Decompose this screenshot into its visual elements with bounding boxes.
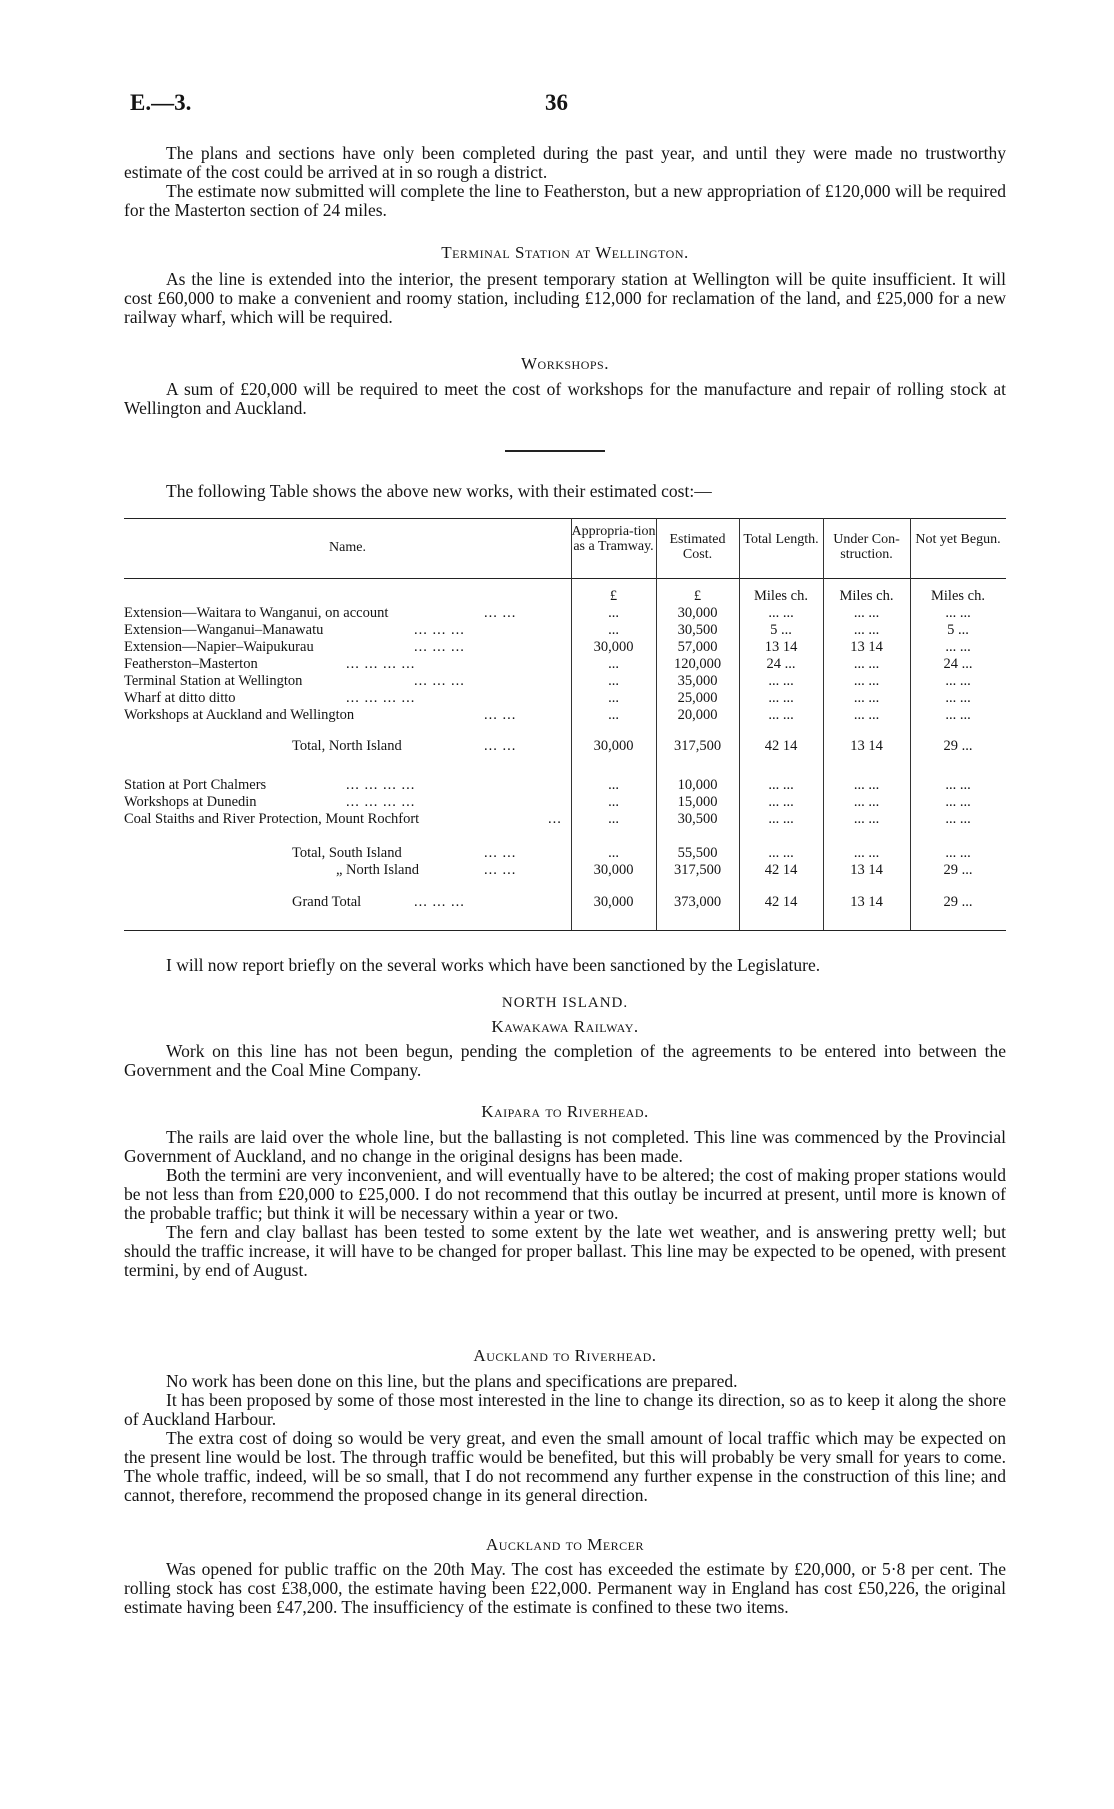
paragraph-line: Was opened for public traffic on the 20th May. The cost has exceeded the estimate by £20,000, or 5·8 per cent. The rolling stock has cost £38,000, the estimate having been £22,000. Permanent way in England has cost £50,226, the original estimate having been £47,200. The insufficiency of the estimate is confined to these two items. <box>124 1559 1006 1617</box>
cell-est: 373,000 <box>673 894 722 910</box>
header-not-yet-begun: Not yet Begun. <box>915 532 1001 547</box>
cell-notyet: ... ... <box>945 639 971 655</box>
row-name: Workshops at Dunedin <box>124 794 257 810</box>
cell-approp: ... <box>608 656 619 672</box>
cell-approp: ... <box>608 811 619 827</box>
paragraph-kawakawa <box>124 1042 1006 1080</box>
cell-approp: 30,000 <box>593 894 634 910</box>
cell-approp: ... <box>608 794 619 810</box>
cell-total: ... ... <box>768 707 794 723</box>
row-name: „ North Island <box>336 862 419 878</box>
paragraph-terminal-station <box>124 270 1006 327</box>
cell-under: 13 14 <box>850 639 883 655</box>
table-total-row <box>124 738 1006 755</box>
heading-workshops: Workshops. <box>521 354 609 373</box>
paragraph-report <box>124 956 1006 975</box>
leader-dots: ... ... ... ... <box>346 777 416 793</box>
cell-total: ... ... <box>768 777 794 793</box>
cell-est: 30,500 <box>677 811 718 827</box>
cell-total: 42 14 <box>764 738 798 754</box>
cell-under: ... ... <box>853 707 880 723</box>
leader-dots: ... ... ... <box>414 673 465 689</box>
cell-total: ... ... <box>768 690 794 706</box>
cell-under: ... ... <box>853 673 880 689</box>
cell-est: 35,000 <box>677 673 718 689</box>
cell-est: 317,500 <box>673 738 722 754</box>
unit-under: Miles ch. <box>839 588 894 604</box>
cell-total: 24 ... <box>766 656 796 672</box>
table-header-rule <box>124 578 1006 579</box>
row-name: Extension—Waitara to Wanganui, on account <box>124 605 389 621</box>
row-name: Station at Port Chalmers <box>124 777 267 793</box>
header-name: Name. <box>329 540 366 555</box>
cell-under: ... ... <box>853 811 880 827</box>
cell-notyet: 29 ... <box>943 738 973 754</box>
cell-notyet: 24 ... <box>943 656 973 672</box>
table-grand-total-row <box>124 894 1006 911</box>
cell-est: 15,000 <box>677 794 718 810</box>
cell-notyet: 5 ... <box>947 622 969 638</box>
heading-terminal-station: Terminal Station at Wellington. <box>441 243 689 262</box>
paragraph-line: As the line is extended into the interior, the present temporary station at Wellington will be quite insufficient. It will cost £60,000 to make a convenient and roomy station, including £12,000 for reclamation of the land, and £25,000 for a new railway wharf, which will be required. <box>124 269 1006 327</box>
header-under-construction: Under Con-struction. <box>833 532 900 562</box>
cell-est: 30,500 <box>677 622 718 638</box>
paragraph-auckland-riverhead <box>124 1372 1006 1505</box>
cell-est: 20,000 <box>677 707 718 723</box>
table-row <box>124 673 1006 690</box>
cell-total: ... ... <box>768 794 794 810</box>
unit-approp: £ <box>609 588 618 604</box>
cell-total: 42 14 <box>764 894 798 910</box>
cell-approp: 30,000 <box>593 862 634 878</box>
heading-north-island: NORTH ISLAND. <box>501 995 629 1011</box>
cell-total: ... ... <box>768 673 794 689</box>
cell-approp: ... <box>608 605 619 621</box>
table-row <box>124 622 1006 639</box>
cell-approp: ... <box>608 845 619 861</box>
cell-total: ... ... <box>768 845 794 861</box>
row-name: Extension—Wanganui–Manawatu <box>124 622 324 638</box>
paragraph-plans <box>124 144 1006 220</box>
unit-est: £ <box>693 588 702 604</box>
header-appropriation: Appropria-tion as a Tramway. <box>571 524 656 554</box>
unit-notyet: Miles ch. <box>931 588 985 604</box>
row-name: Terminal Station at Wellington <box>124 673 303 689</box>
table-intro <box>124 482 1006 501</box>
table-row <box>124 811 1006 828</box>
leader-dots: ... ... ... <box>414 622 465 638</box>
row-name: Coal Staiths and River Protection, Mount Rochfort <box>124 811 420 827</box>
cell-approp: ... <box>608 707 619 723</box>
unit-total: Miles ch. <box>754 588 808 604</box>
leader-dots: ... ... <box>484 707 517 723</box>
cell-approp: ... <box>608 777 619 793</box>
cell-under: ... ... <box>853 845 880 861</box>
cell-under: ... ... <box>853 605 880 621</box>
paragraph-line: The fern and clay ballast has been tested to some extent by the late wet weather, and is answering pretty well; but should the traffic increase, it will have to be changed for proper ballast. This line may be expected to be opened, with present termini, by end of August. <box>124 1222 1006 1280</box>
cell-notyet: 29 ... <box>943 894 973 910</box>
cell-notyet: ... ... <box>945 794 971 810</box>
document-code: E.—3. <box>130 90 192 115</box>
table-row <box>124 656 1006 673</box>
paragraph-line: Both the termini are very inconvenient, and will eventually have to be altered; the cost of making proper stations would be not less than from £20,000 to £25,000. I do not recommend that this outlay be incurred at present, until more is known of the probable traffic; but think it will be necessary within a year or two. <box>124 1165 1006 1223</box>
heading-kawakawa: Kawakawa Railway. <box>491 1017 639 1036</box>
cell-under: ... ... <box>853 656 880 672</box>
cell-est: 57,000 <box>677 639 718 655</box>
cell-est: 317,500 <box>673 862 722 878</box>
cell-total: 5 ... <box>770 622 792 638</box>
cell-approp: 30,000 <box>593 639 634 655</box>
leader-dots: ... ... ... <box>414 639 465 655</box>
row-name: Total, South Island <box>292 845 402 861</box>
cell-approp: ... <box>608 690 619 706</box>
paragraph-line: I will now report briefly on the several works which have been sanctioned by the Legislature. <box>166 955 821 975</box>
page-number: 36 <box>545 90 568 115</box>
cell-notyet: ... ... <box>945 605 971 621</box>
cell-notyet: ... ... <box>945 707 971 723</box>
row-name: Wharf at ditto ditto <box>124 690 236 706</box>
cell-under: ... ... <box>853 622 880 638</box>
section-divider <box>505 450 605 452</box>
table-row <box>124 794 1006 811</box>
cell-under: ... ... <box>853 690 880 706</box>
cell-est: 30,000 <box>677 605 718 621</box>
table-bottom-rule <box>124 930 1006 931</box>
cell-est: 120,000 <box>673 656 722 672</box>
cell-notyet: ... ... <box>945 777 971 793</box>
cell-total: ... ... <box>768 605 794 621</box>
header-total-length: Total Length. <box>743 532 819 547</box>
paragraph-line: The estimate now submitted will complete the line to Featherston, but a new appropriation of £120,000 will be required for the Masterton section of 24 miles. <box>124 181 1006 220</box>
table-top-rule <box>124 518 1006 519</box>
paragraph-line: It has been proposed by some of those most interested in the line to change its direction, so as to keep it along the shore of Auckland Harbour. <box>124 1390 1006 1429</box>
paragraph-auckland-mercer <box>124 1560 1006 1617</box>
leader-dots: ... ... <box>484 845 517 861</box>
cell-under: ... ... <box>853 794 880 810</box>
cell-est: 10,000 <box>677 777 718 793</box>
header-estimated-cost: Estimated Cost. <box>669 532 726 562</box>
paragraph-line: No work has been done on this line, but the plans and specifications are prepared. <box>166 1371 738 1391</box>
paragraph-line: Work on this line has not been begun, pending the completion of the agreements to be entered into between the Government and the Coal Mine Company. <box>124 1041 1006 1080</box>
row-name: Featherston–Masterton <box>124 656 258 672</box>
cell-notyet: 29 ... <box>943 862 973 878</box>
cell-approp: 30,000 <box>593 738 634 754</box>
cell-total: 42 14 <box>764 862 798 878</box>
leader-dots: ... ... ... ... <box>346 656 416 672</box>
leader-dots: ... <box>548 811 562 827</box>
heading-kaipara: Kaipara to Riverhead. <box>481 1102 649 1121</box>
row-name: Grand Total <box>292 894 362 910</box>
paragraph-line: A sum of £20,000 will be required to meet the cost of workshops for the manufacture and repair of rolling stock at Wellington and Auckland. <box>124 379 1006 418</box>
table-row <box>124 690 1006 707</box>
leader-dots: ... ... <box>484 862 517 878</box>
cell-notyet: ... ... <box>945 673 971 689</box>
cell-under: 13 14 <box>850 894 883 910</box>
cell-approp: ... <box>608 673 619 689</box>
row-name: Total, North Island <box>292 738 402 754</box>
cell-total: ... ... <box>768 811 794 827</box>
cell-under: 13 14 <box>850 862 883 878</box>
heading-auckland-riverhead: Auckland to Riverhead. <box>473 1346 657 1365</box>
row-name: Workshops at Auckland and Wellington <box>124 707 355 723</box>
table-row <box>124 639 1006 656</box>
leader-dots: ... ... ... <box>414 894 465 910</box>
cell-under: 13 14 <box>850 738 883 754</box>
leader-dots: ... ... ... ... <box>346 794 416 810</box>
paragraph-workshops <box>124 380 1006 418</box>
cell-notyet: ... ... <box>945 845 971 861</box>
leader-dots: ... ... <box>484 605 517 621</box>
table-row <box>124 605 1006 622</box>
paragraph-kaipara <box>124 1128 1006 1280</box>
leader-dots: ... ... ... ... <box>346 690 416 706</box>
table-row <box>124 707 1006 724</box>
cell-est: 25,000 <box>677 690 718 706</box>
paragraph-line: The extra cost of doing so would be very great, and even the small amount of local traffic which may be expected on the present line would be lost. The through traffic would be benefited, but this will probably be very small for years to come. The whole traffic, indeed, will be so small, that I do not recommend any further expense in the construction of this line; and cannot, therefore, recommend the proposed change in its general direction. <box>124 1428 1006 1505</box>
cell-approp: ... <box>608 622 619 638</box>
cell-notyet: ... ... <box>945 811 971 827</box>
cell-under: ... ... <box>853 777 880 793</box>
cell-est: 55,500 <box>677 845 718 861</box>
cell-notyet: ... ... <box>945 690 971 706</box>
heading-auckland-mercer: Auckland to Mercer <box>485 1535 644 1554</box>
row-name: Extension—Napier–Waipukurau <box>124 639 314 655</box>
paragraph-line: The following Table shows the above new works, with their estimated cost:— <box>166 481 712 501</box>
paragraph-line: The rails are laid over the whole line, but the ballasting is not completed. This line was commenced by the Provincial Government of Auckland, and no change in the original designs has been made. <box>124 1127 1006 1166</box>
table-row <box>124 777 1006 794</box>
table-total-row <box>124 862 1006 879</box>
paragraph-line: The plans and sections have only been completed during the past year, and until they were made no trustworthy estimate of the cost could be arrived at in so rough a district. <box>124 143 1006 182</box>
table-total-row <box>124 845 1006 862</box>
cell-total: 13 14 <box>764 639 798 655</box>
leader-dots: ... ... <box>484 738 517 754</box>
